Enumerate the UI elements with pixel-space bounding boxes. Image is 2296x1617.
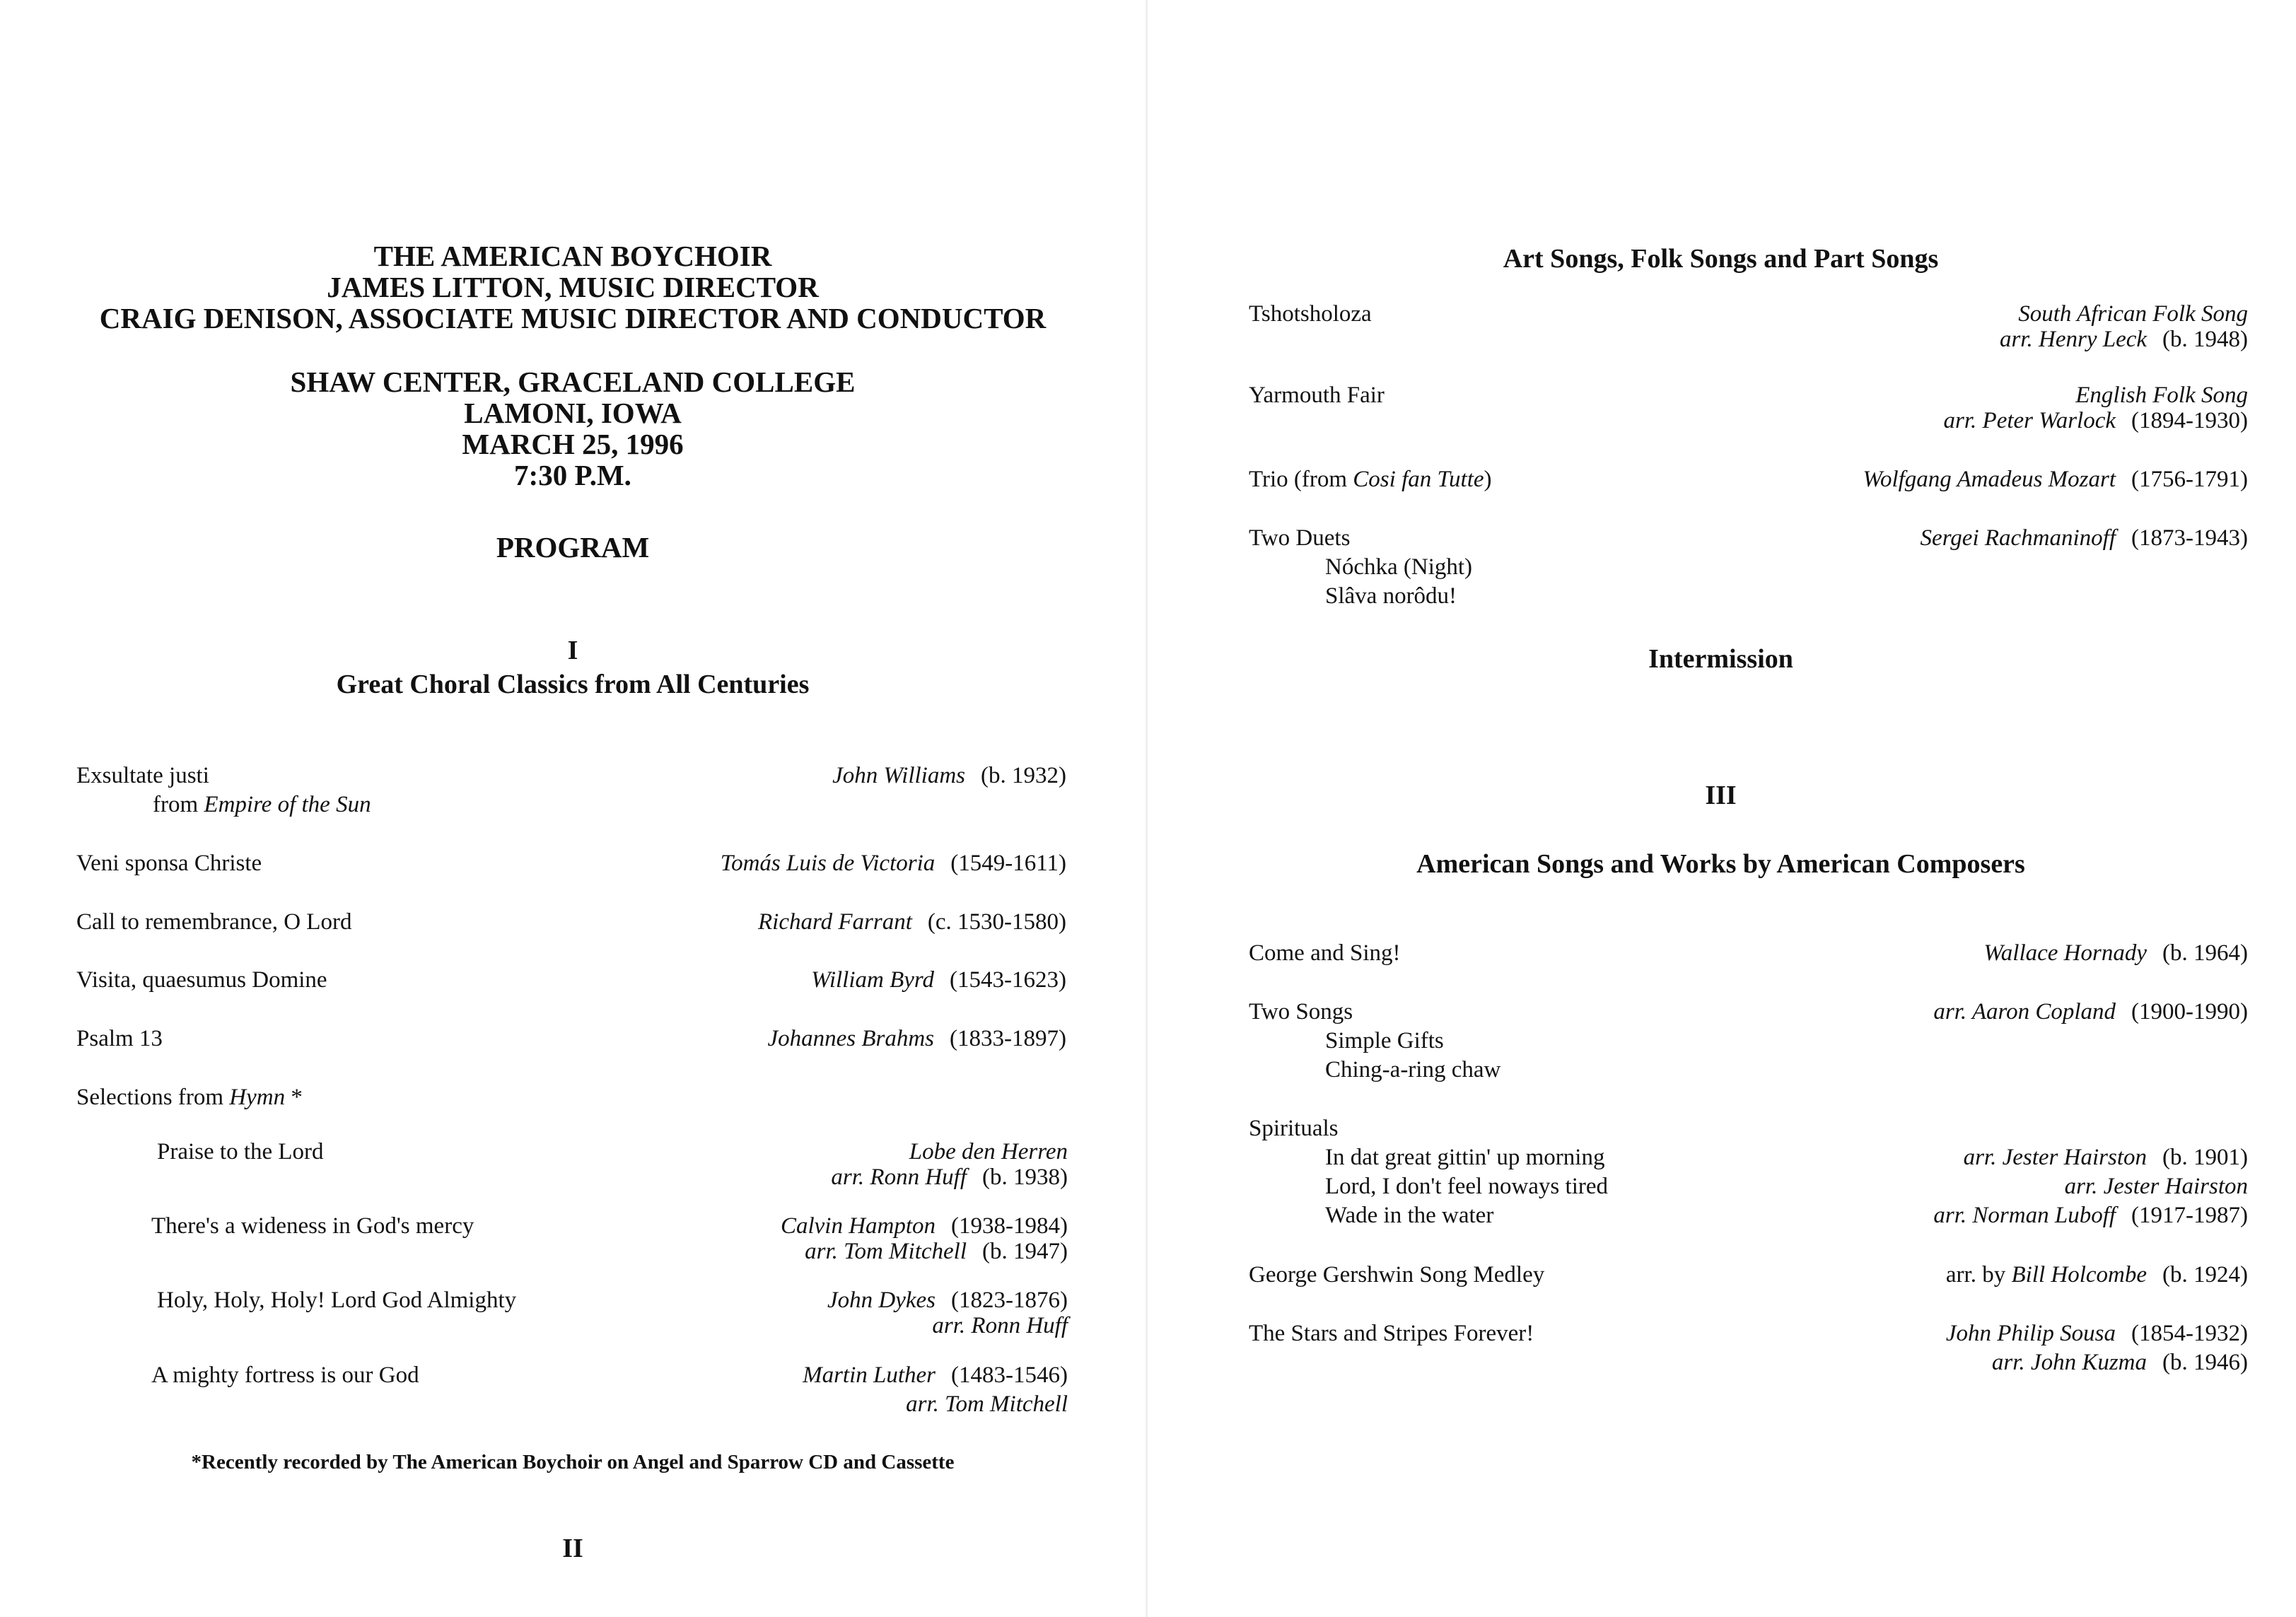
piece-subtitle: [153, 790, 371, 819]
concert-time: 7:30 P.M.: [514, 459, 631, 491]
footnote: *Recently recorded by The American Boychoir on Angel and Sparrow CD and Cassette: [191, 1451, 955, 1473]
program-item: [76, 761, 1066, 790]
section-2-numeral: II: [562, 1534, 583, 1563]
piece-title: Tshotsholoza: [1249, 301, 1372, 327]
hymn-item: [151, 1361, 1068, 1390]
composer-name: Wallace Hornady: [1983, 940, 2148, 966]
program-item: [76, 966, 1066, 995]
sub-piece: Nóchka (Night): [1325, 554, 1473, 580]
composer-credit: [781, 1212, 1068, 1241]
hymn-item: [151, 1212, 1068, 1241]
arranger-dates: (1917-1987): [2131, 1203, 2248, 1228]
piece-title: [1249, 467, 1492, 492]
spiritual-item: [1325, 1172, 2248, 1201]
program-item: [76, 849, 1066, 878]
arranger-credit: [151, 1237, 1068, 1266]
composer-credit: [832, 761, 1066, 790]
composer-dates: (1900-1990): [2131, 999, 2248, 1025]
arranger-name: arr. Peter Warlock: [1943, 408, 2116, 433]
trio-suffix: ): [1484, 467, 1492, 492]
program-item: [1249, 998, 2248, 1027]
composer-dates: (c. 1530-1580): [927, 909, 1066, 935]
program-item: [76, 1025, 1066, 1053]
piece-title: Call to remembrance, O Lord: [76, 909, 352, 935]
arranger-name: arr. Tom Mitchell: [805, 1239, 967, 1264]
arranger-dates: (b. 1938): [982, 1164, 1068, 1190]
composer-credit: [767, 1025, 1066, 1053]
composer-name: South African Folk Song: [2018, 301, 2248, 327]
composer-dates: (1823-1876): [951, 1288, 1068, 1313]
piece-title: Come and Sing!: [1249, 940, 1401, 966]
arranger-name: arr. Jester Hairston: [1963, 1145, 2148, 1170]
arranger-name: arr. Norman Luboff: [1933, 1203, 2116, 1228]
composer-dates: (1938-1984): [951, 1213, 1068, 1239]
program-item: [1249, 1319, 2248, 1348]
arranger-credit: [157, 1312, 1068, 1341]
sub-piece: Lord, I don't feel noways tired: [1325, 1174, 1608, 1199]
composer-name: Tomás Luis de Victoria: [720, 851, 936, 876]
arranger-name: arr. Henry Leck: [1999, 327, 2148, 352]
composer-name: John Williams: [832, 763, 966, 788]
sub-piece: Wade in the water: [1325, 1203, 1494, 1228]
piece-title: Two Songs: [1249, 999, 1353, 1025]
arranger-prefix: arr. by: [1945, 1262, 2012, 1288]
sub-piece: Simple Gifts: [1325, 1028, 1444, 1053]
venue-city: LAMONI, IOWA: [464, 397, 682, 429]
arranger-dates: (b. 1924): [2162, 1262, 2248, 1288]
piece-title: Veni sponsa Christe: [76, 851, 262, 876]
composer-dates: (b. 1932): [981, 763, 1066, 788]
section-2-title: Art Songs, Folk Songs and Part Songs: [1503, 244, 1939, 274]
intermission: Intermission: [1648, 644, 1793, 674]
composer-credit: [1921, 524, 2248, 553]
composer-credit: [2018, 300, 2248, 329]
program-item: [1249, 381, 2248, 410]
piece-title: Two Duets: [1249, 525, 1351, 551]
concert-date: MARCH 25, 1996: [462, 428, 684, 460]
composer-credit: [1946, 1319, 2248, 1348]
subtitle-work: Empire of the Sun: [204, 792, 371, 817]
right-page: [1146, 0, 2296, 1617]
arranger-name: arr. Ronn Huff: [932, 1313, 1068, 1338]
program-label: PROGRAM: [496, 531, 650, 564]
composer-name: John Philip Sousa: [1945, 1321, 2116, 1346]
spiritual-item: [1325, 1201, 2248, 1230]
composer-dates: (1543-1623): [950, 967, 1066, 993]
arranger-name: arr. John Kuzma: [1991, 1350, 2148, 1375]
composer-name: Lobe den Herren: [909, 1139, 1068, 1164]
program-item: [76, 908, 1066, 937]
hymn-item: [157, 1138, 1068, 1167]
section-1-title: Great Choral Classics from All Centuries: [336, 670, 810, 699]
composer-dates: (1549-1611): [950, 851, 1066, 876]
arranger-dates: (b. 1901): [2162, 1145, 2248, 1170]
composer-dates: (b. 1964): [2162, 940, 2248, 966]
piece-title: The Stars and Stripes Forever!: [1249, 1321, 1534, 1346]
piece-title: Yarmouth Fair: [1249, 383, 1385, 408]
program-item: [1249, 524, 2248, 553]
program-item: [1249, 1261, 2248, 1290]
left-page: [0, 0, 1146, 1617]
sub-piece: In dat great gittin' up morning: [1325, 1145, 1605, 1170]
program-item: [1249, 465, 2248, 494]
trio-work: Cosi fan Tutte: [1353, 467, 1484, 492]
arranger-dates: (1894-1930): [2131, 408, 2248, 433]
sub-piece: Slâva norôdu!: [1325, 583, 1457, 609]
arranger-name: arr. Tom Mitchell: [906, 1391, 1068, 1417]
arranger-credit: [1249, 407, 2248, 436]
composer-name: Calvin Hampton: [780, 1213, 936, 1239]
composer-credit: [827, 1286, 1068, 1315]
composer-name: Richard Farrant: [758, 909, 912, 935]
arranger-name: arr. Jester Hairston: [2064, 1174, 2248, 1199]
section-3-numeral: III: [1705, 781, 1737, 810]
composer-dates: (1873-1943): [2131, 525, 2248, 551]
composer-name: Sergei Rachmaninoff: [1920, 525, 2116, 551]
arranger-dates: (b. 1946): [2162, 1350, 2248, 1375]
choir-name: THE AMERICAN BOYCHOIR: [373, 240, 772, 272]
venue-name: SHAW CENTER, GRACELAND COLLEGE: [290, 366, 856, 398]
composer-credit: [1964, 1143, 2248, 1172]
subtitle-prefix: from: [153, 792, 204, 817]
arranger-name: arr. Ronn Huff: [831, 1164, 967, 1190]
hymn-title: Holy, Holy, Holy! Lord God Almighty: [157, 1288, 517, 1313]
arranger-credit: [1249, 325, 2248, 354]
music-director: JAMES LITTON, MUSIC DIRECTOR: [327, 271, 819, 303]
piece-title: Psalm 13: [76, 1026, 163, 1051]
composer-name: William Byrd: [811, 967, 935, 993]
hymn-title: Praise to the Lord: [157, 1139, 324, 1164]
composer-credit: [2065, 1172, 2248, 1201]
program-item: [1249, 300, 2248, 329]
arranger-dates: (b. 1948): [2162, 327, 2248, 352]
arranger-credit: [157, 1163, 1068, 1192]
composer-name: Wolfgang Amadeus Mozart: [1863, 467, 2116, 492]
composer-dates: (1483-1546): [951, 1362, 1068, 1388]
composer-credit: [1863, 465, 2249, 494]
composer-credit: [1933, 1201, 2248, 1230]
hymn-title: A mighty fortress is our God: [151, 1362, 419, 1388]
piece-title: Spirituals: [1249, 1116, 1339, 1141]
arranger-credit: [1249, 1348, 2248, 1377]
composer-credit: [1946, 1261, 2248, 1290]
trio-prefix: Trio (from: [1249, 467, 1353, 492]
composer-dates: (1756-1791): [2131, 467, 2248, 492]
composer-credit: [909, 1138, 1068, 1167]
composer-name: English Folk Song: [2075, 383, 2248, 408]
composer-name: John Dykes: [827, 1288, 936, 1313]
composer-dates: (1854-1932): [2131, 1321, 2248, 1346]
selections-asterisk: *: [285, 1085, 303, 1110]
composer-dates: (1833-1897): [950, 1026, 1066, 1051]
hymn-title: There's a wideness in God's mercy: [151, 1213, 474, 1239]
arranger-name: Bill Holcombe: [2011, 1262, 2148, 1288]
composer-credit: [2075, 381, 2248, 410]
hymn-item: [157, 1286, 1068, 1315]
section-3-title: American Songs and Works by American Composers: [1416, 849, 2025, 879]
selections-heading: [76, 1083, 303, 1112]
section-1-numeral: I: [567, 636, 578, 665]
selections-work: Hymn: [229, 1085, 286, 1110]
composer-credit: [1933, 998, 2248, 1027]
composer-name: Johannes Brahms: [767, 1026, 935, 1051]
sub-piece: Ching-a-ring chaw: [1325, 1057, 1501, 1082]
selections-prefix: Selections from: [76, 1085, 230, 1110]
piece-title: Exsultate justi: [76, 763, 209, 788]
composer-credit: [803, 1361, 1068, 1390]
composer-credit: [1983, 939, 2248, 968]
arranger-credit: [151, 1390, 1068, 1419]
piece-title: Visita, quaesumus Domine: [76, 967, 327, 993]
composer-name: arr. Aaron Copland: [1933, 999, 2116, 1025]
spiritual-item: [1325, 1143, 2248, 1172]
piece-title: George Gershwin Song Medley: [1249, 1262, 1545, 1288]
composer-credit: [721, 849, 1066, 878]
associate-director: CRAIG DENISON, ASSOCIATE MUSIC DIRECTOR AND CONDUCTOR: [99, 302, 1047, 334]
composer-credit: [758, 908, 1066, 937]
composer-credit: [811, 966, 1066, 995]
program-item: [1249, 939, 2248, 968]
arranger-dates: (b. 1947): [982, 1239, 1068, 1264]
composer-name: Martin Luther: [803, 1362, 936, 1388]
